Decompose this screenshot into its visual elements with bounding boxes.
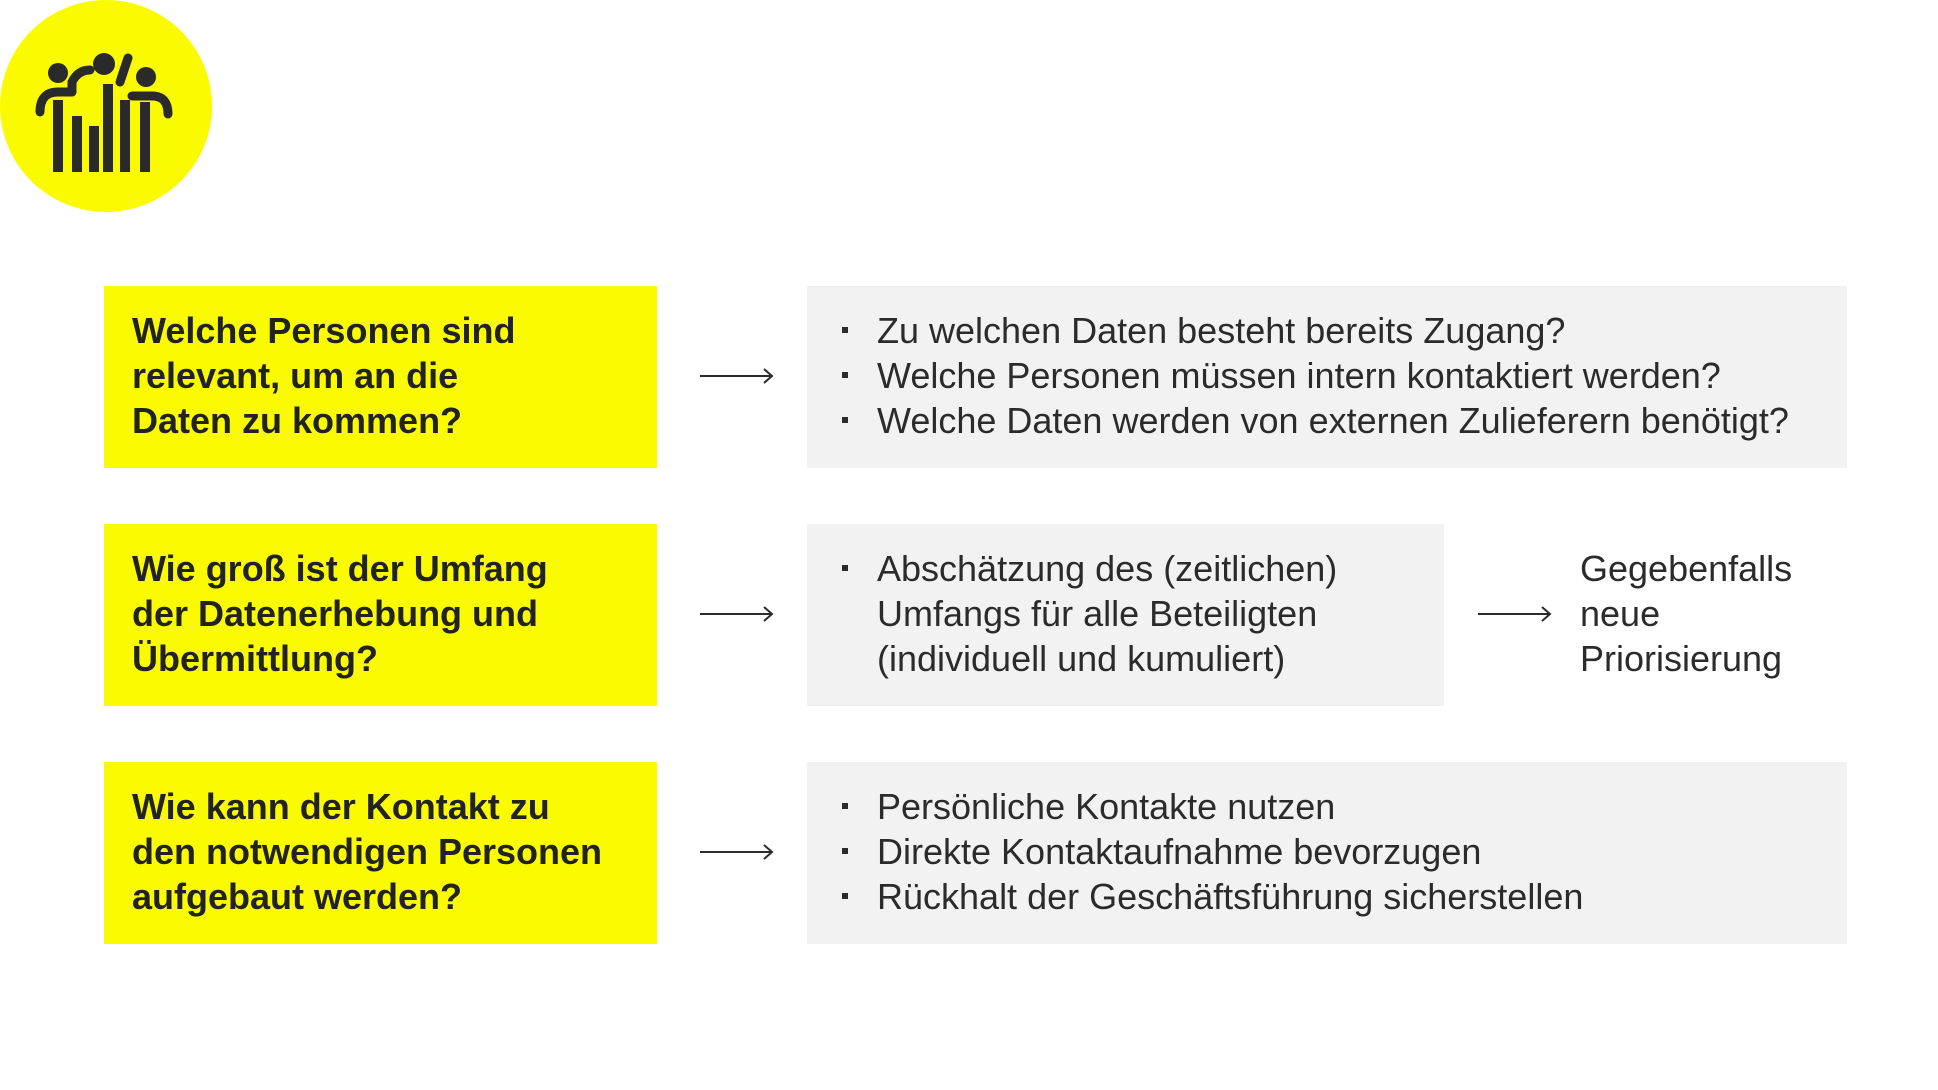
row-3: [0, 762, 1938, 944]
question-box-1: [104, 286, 657, 468]
question-line: relevant, um an die: [132, 355, 459, 396]
arrow-right-icon: [700, 364, 776, 388]
question-box-2: [104, 524, 657, 706]
details-panel-1: [807, 286, 1847, 468]
bullet-list: [832, 546, 1434, 681]
question-line: Daten zu kommen?: [132, 400, 463, 441]
bullet-line: (individuell und kumuliert): [877, 638, 1286, 679]
bullet-item: Zu welchen Daten besteht bereits Zugang?: [832, 308, 1837, 353]
question-line: Übermittlung?: [132, 638, 378, 679]
arrow-right-icon: [700, 840, 776, 864]
bullet-line: Abschätzung des (zeitlichen): [877, 548, 1338, 589]
logo: [0, 0, 212, 212]
question-line: aufgebaut werden?: [132, 876, 463, 917]
question-line: Welche Personen sind: [132, 310, 516, 351]
outcome-line: Gegebenfalls: [1580, 548, 1793, 589]
bullet-item: [832, 546, 1434, 681]
details-panel-2: [807, 524, 1444, 706]
row-1: [0, 286, 1938, 468]
question-box-3: [104, 762, 657, 944]
outcome-text: [1580, 546, 1792, 681]
bullet-item: Direkte Kontaktaufnahme bevorzugen: [832, 829, 1837, 874]
bullet-list: [832, 308, 1837, 443]
arrow-right-icon: [700, 602, 776, 626]
people-chart-icon: [0, 0, 212, 212]
question-line: Wie groß ist der Umfang: [132, 548, 548, 589]
question-line: der Datenerhebung und: [132, 593, 539, 634]
row-2: [0, 524, 1938, 706]
question-line: den notwendigen Personen: [132, 831, 603, 872]
outcome-line: neue: [1580, 593, 1661, 634]
bullet-item: Persönliche Kontakte nutzen: [832, 784, 1837, 829]
outcome-line: Priorisierung: [1580, 638, 1783, 679]
bullet-list: [832, 784, 1837, 919]
details-panel-3: [807, 762, 1847, 944]
bullet-item: Welche Personen müssen intern kontaktiert werden?: [832, 353, 1837, 398]
bullet-item: Rückhalt der Geschäftsführung sicherstellen: [832, 874, 1837, 919]
bullet-item: Welche Daten werden von externen Zulieferern benötigt?: [832, 398, 1837, 443]
bullet-line: Umfangs für alle Beteiligten: [877, 593, 1318, 634]
question-line: Wie kann der Kontakt zu: [132, 786, 550, 827]
arrow-right-icon: [1478, 602, 1554, 626]
